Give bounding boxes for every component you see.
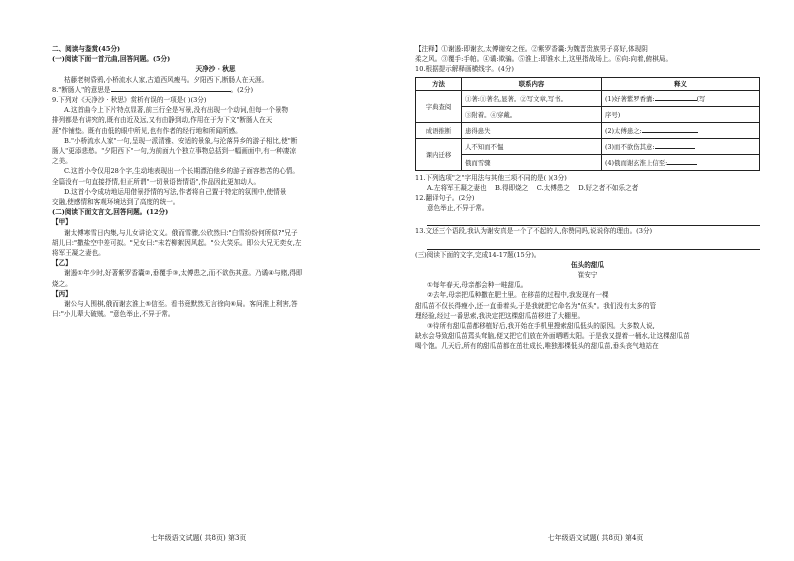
table-row (416, 122, 760, 138)
part3-title: (三)阅读下面的文字,完成14-17题(15分)。 (415, 250, 541, 259)
jia-tag: 【甲】 (52, 218, 72, 227)
option-a-line3: 涯"作铺垫。既有由低的眼中所见,也有作者的经行地和所闻所感。 (52, 126, 242, 135)
question-9: 9.下列对《天净沙 · 秋思》赏析有误的一项是( )(3分) (52, 96, 207, 105)
answer-line[interactable] (427, 240, 760, 250)
part2-title: (二)阅读下面文言文,回答问题。(12分) (52, 208, 169, 217)
jia-line3: 将军王凝之妻也。 (52, 249, 105, 258)
jia-line2: 胡儿曰:"撒盐空中差可拟。"兄女曰:"未若柳絮因风起。"公大笑乐。即公大兄无奕女,左 (52, 238, 302, 247)
meaning-cell: (4)俄而谢玄淮上信至: (602, 154, 760, 170)
table-header-meaning: 释义 (602, 77, 760, 90)
bing-tag: 【丙】 (52, 289, 72, 298)
paragraph-2-line1: ②去年,母亲把瓜种撒在肥土里。在移苗的过程中,我发现有一棵 (427, 291, 609, 300)
question-8: 8."断肠人"的意思是 。(2分) (52, 85, 254, 94)
bing-line1: 谢公与人围棋,俄而谢玄淮上⑤信至。看书竟默然无言徐向⑥局。客问淮上利害,答 (64, 300, 298, 309)
option-c-line2: 全篇没有一句直接抒情,但正所谓"一切景语皆情语",作品因此更加动人。 (52, 177, 261, 186)
jia-line1: 谢太傅寒雪日内集,与儿女讲论文义。俄而雪骤,公欣然曰:"白雪纷纷何所似?"兄子 (64, 228, 298, 237)
option-a-line2: 排列都是有讲究的,既有由近及远,又有由静到动,作用在于为下文"断肠人在天 (52, 116, 273, 125)
method-cell: 成语推断 (416, 122, 462, 138)
option-b: B.得即烧之 (495, 183, 529, 192)
question-11: 11.下列选项"之"字用法与其他三项不同的是( )(3分) (415, 173, 567, 182)
paragraph-2-line3: 理经验,经过一番思索,我决定把这棵甜瓜苗移进了大棚里。 (415, 311, 585, 320)
answer-blank[interactable] (642, 126, 698, 133)
table-row (416, 154, 760, 170)
table-header-method: 方法 (416, 77, 462, 90)
table-header-row (416, 77, 760, 90)
option-c-line1: C.这首小令仅用28个字,生动地表现出一个长期漂泊他乡的游子面容愁苦的心情。 (64, 167, 299, 176)
yi-tag: 【乙】 (52, 259, 72, 268)
table-row (416, 138, 760, 154)
right-page (397, 0, 794, 561)
answer-line[interactable] (427, 216, 760, 226)
option-a-line1: A.这首曲今上下片特点显著,前三行全是写景,没有出现一个动词,但每一个景物 (64, 106, 289, 115)
option-b-line1: B."小桥流水人家"一句,呈现一派清雅、安适的景象,与沦落异乡的游子相比,使"断 (64, 136, 298, 145)
note-line1: 【注释】①谢遏:即谢玄,太傅谢安之侄。②紫罗香囊:为魏晋贵族男子喜好,体现阴 (415, 45, 648, 53)
essay-title: 伍头的甜瓜 (571, 260, 604, 269)
option-d: D.好之者不如乐之者 (578, 183, 639, 192)
poem-text: 枯藤老树昏鸦,小桥流水人家,古道西风瘦马。夕阳西下,断肠人在天涯。 (64, 75, 269, 84)
question-12: 12.翻译句子。(2分) (415, 194, 475, 203)
yi-line2: 烧之。 (52, 279, 72, 288)
method-cell: 字典查阅 (416, 90, 462, 122)
answer-blank[interactable] (655, 94, 697, 101)
yi-line1: 谢遏①年少时,好著紫罗香囊②,垂覆手③,太傅患之,而不欲伤其意。乃谲④与赌,得即 (64, 269, 303, 278)
paragraph-3-line1: ③待所有甜瓜苗都移植好后,我开始在手机里搜索甜瓜低头的原因。大多数人说, (427, 322, 655, 331)
table-header-content: 联系内容 (462, 77, 602, 90)
explanation-table (415, 77, 760, 171)
question-12-sentence: 意色举止,不异于常。 (427, 204, 489, 213)
option-b-line3: 之美。 (52, 157, 72, 166)
content-cell: 人不知而不愠 (462, 138, 602, 154)
meaning-cell: 序号) (602, 106, 760, 122)
content-cell: 患得患失 (462, 122, 602, 138)
note-line2: 柔之风。③覆手:手帕。④谲:欺骗。⑤淮上:即淮水上,这里指战场上。⑥向:向着,俯棋局。 (415, 55, 673, 64)
option-b-line2: 肠人"更添悲愁。"夕阳西下"一句,为前面九个独立事物总括到一幅画面中,有一种凄凉 (52, 147, 297, 156)
answer-blank[interactable] (667, 158, 697, 165)
page-footer-right: 七年级语文试题( 共8页) 第4页 (547, 534, 644, 542)
table-row (416, 106, 760, 122)
content-cell: ①著:①著名,显著。②写文章,写书。 (462, 90, 602, 106)
answer-blank[interactable] (655, 142, 695, 149)
page-footer-left: 七年级语文试题( 共8页) 第3页 (150, 534, 247, 542)
content-cell: ③附着。④穿戴。 (462, 106, 602, 122)
bing-line2: 曰:"小儿辈大破贼。"意色举止,不异于常。 (52, 310, 175, 319)
content-cell: 俄而雪骤 (462, 154, 602, 170)
part1-title: (一)阅读下面一首元曲,回答问题。(5分) (52, 55, 171, 64)
option-a: A.左将军王凝之妻也 (427, 183, 487, 192)
option-c: C.太傅患之 (536, 183, 570, 192)
answer-blank[interactable] (111, 85, 231, 92)
section-title: 二、阅读与鉴赏(45分) (52, 45, 121, 53)
question-11-options (415, 183, 760, 193)
option-d-line2: 交融,使感情和客观环境达到了高度的统一。 (52, 198, 180, 207)
method-cell: 课内迁移 (416, 138, 462, 170)
essay-author: 崔安宁 (577, 271, 598, 280)
paragraph-3-line3: 喝个饱。几天后,所有的甜瓜苗都在茁壮成长,唯独那棵低头的甜瓜苗,垂头丧气地站在 (415, 342, 659, 351)
meaning-cell: (1)好著紫罗香囊: (写 (602, 90, 760, 106)
table-row (416, 90, 760, 106)
question-13: 13.文还三个语段,我认为谢安真是一个了不起的人,你赞同吗,说说你的理由。(3分) (415, 227, 653, 236)
poem-title: 天净沙 · 秋思 (195, 65, 236, 74)
paragraph-3-line2: 缺水会导致甜瓜苗蔫头耷脑,便又把它们放在外面晒晒太阳。于是我又提着一桶水,让这棵甜瓜苗 (415, 332, 690, 341)
question-10: 10.根据提示解释画横线字。(4分) (415, 65, 514, 74)
meaning-cell: (2)太傅患之: (602, 122, 760, 138)
option-d-line1: D.这首小令成功地运用借景抒情的写法,作者将自己置于特定的氛围中,使情景 (64, 187, 287, 196)
paragraph-2-line2: 甜瓜苗不仅长得瘦小,还一直垂着头,于是我就把它命名为"伍头"。我们没有太多的管 (415, 301, 657, 310)
paragraph-1: ①每年春天,母亲都会种一畦甜瓜。 (427, 281, 528, 290)
meaning-cell: (3)而不欲伤其意: (602, 138, 760, 154)
